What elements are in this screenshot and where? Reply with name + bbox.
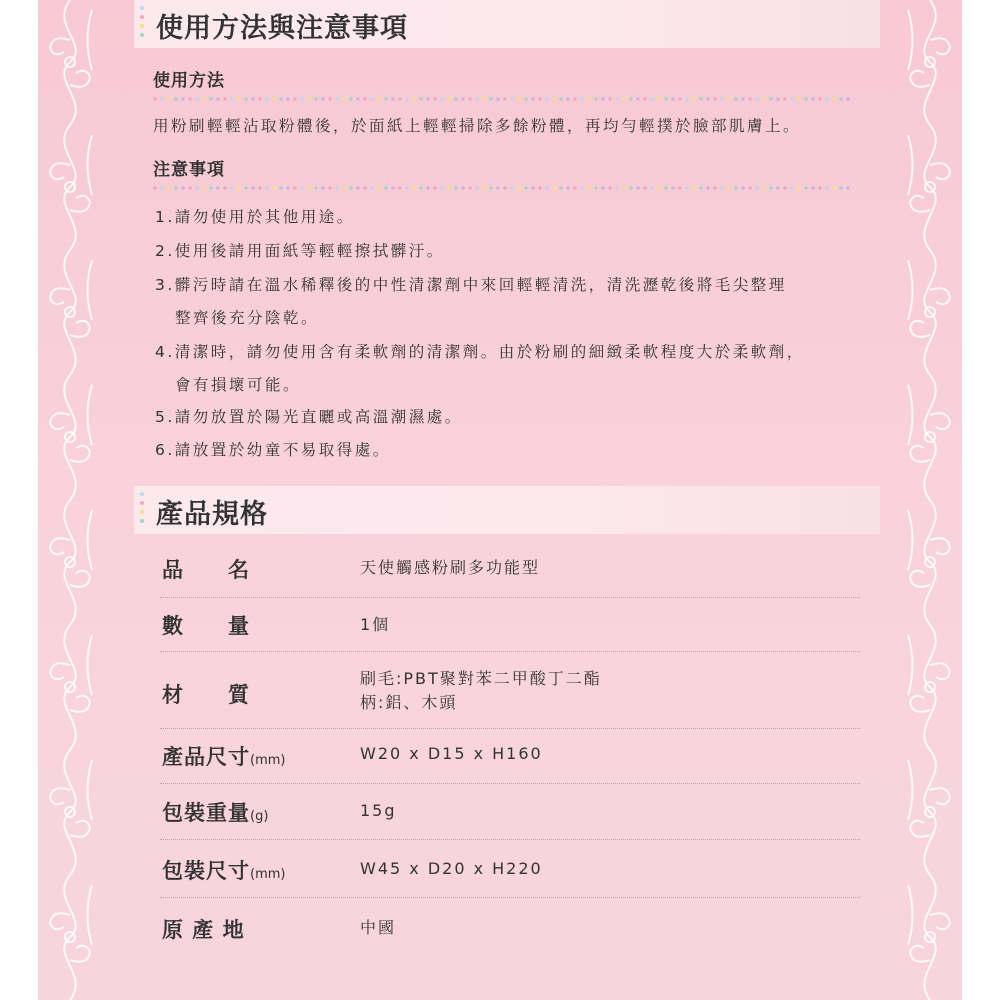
spec-label-origin: 原 產 地 bbox=[162, 918, 245, 942]
section-title: 使用方法與注意事項 bbox=[156, 13, 408, 44]
usage-text: 用粉刷輕輕沾取粉體後，於面紙上輕輕掃除多餘粉體，再均勻輕撲於臉部肌膚上。 bbox=[153, 117, 802, 135]
spec-value-package-size: W45 x D20 x H220 bbox=[360, 859, 543, 878]
row-divider bbox=[160, 651, 860, 652]
note-item: 6.請放置於幼童不易取得處。 bbox=[155, 441, 391, 459]
left-margin bbox=[0, 0, 38, 1000]
section-header-specs bbox=[134, 486, 880, 534]
spec-value-name: 天使觸感粉刷多功能型 bbox=[360, 558, 541, 577]
spec-label-package-weight: 包裝重量(g) bbox=[162, 801, 269, 825]
row-divider bbox=[160, 839, 860, 840]
row-divider bbox=[160, 728, 860, 729]
note-item: 1.請勿使用於其他用途。 bbox=[155, 208, 355, 226]
unit-label: (g) bbox=[250, 809, 269, 824]
note-item: 5.請勿放置於陽光直曬或高溫潮濕處。 bbox=[155, 408, 463, 426]
section-header-usage bbox=[134, 0, 880, 48]
row-divider bbox=[160, 897, 860, 898]
dotted-divider bbox=[153, 186, 853, 190]
note-item: 3.髒污時請在溫水稀釋後的中性清潔劑中來回輕輕清洗，清洗瀝乾後將毛尖整理 bbox=[155, 276, 787, 294]
spec-value-product-size: W20 x D15 x H160 bbox=[360, 744, 543, 763]
spec-label-package-size: 包裝尺寸(mm) bbox=[162, 859, 286, 883]
usage-heading: 使用方法 bbox=[153, 71, 225, 91]
spec-value-material bbox=[360, 667, 602, 715]
ornament-border-left bbox=[40, 0, 110, 1000]
notes-heading: 注意事項 bbox=[153, 160, 225, 180]
row-divider bbox=[160, 783, 860, 784]
spec-value-quantity: 1個 bbox=[360, 615, 391, 634]
note-item-continued: 會有損壞可能。 bbox=[175, 376, 302, 394]
spec-label-name: 品 名 bbox=[162, 558, 250, 582]
section-title: 產品規格 bbox=[156, 499, 268, 530]
note-item: 2.使用後請用面紙等輕輕擦拭髒汙。 bbox=[155, 242, 445, 260]
spec-label-quantity: 數 量 bbox=[162, 614, 250, 638]
ornament-border-right bbox=[890, 0, 960, 1000]
dots-icon bbox=[140, 492, 146, 528]
spec-value-material-line1: 刷毛:PBT聚對苯二甲酸丁二酯 bbox=[360, 669, 602, 688]
spec-value-origin: 中國 bbox=[360, 918, 397, 937]
dots-icon bbox=[140, 6, 146, 42]
row-divider bbox=[160, 597, 860, 598]
note-item: 4.清潔時，請勿使用含有柔軟劑的清潔劑。由於粉刷的細緻柔軟程度大於柔軟劑， bbox=[155, 343, 805, 361]
spec-label-material: 材 質 bbox=[162, 683, 250, 707]
unit-label: (mm) bbox=[250, 753, 286, 768]
note-item-continued: 整齊後充分陰乾。 bbox=[175, 309, 320, 327]
unit-label: (mm) bbox=[250, 867, 286, 882]
spec-label-product-size: 產品尺寸(mm) bbox=[162, 745, 286, 769]
right-margin bbox=[962, 0, 1000, 1000]
dotted-divider bbox=[153, 97, 853, 101]
spec-value-package-weight: 15g bbox=[360, 801, 397, 820]
spec-value-material-line2: 柄:鋁、木頭 bbox=[360, 693, 458, 712]
